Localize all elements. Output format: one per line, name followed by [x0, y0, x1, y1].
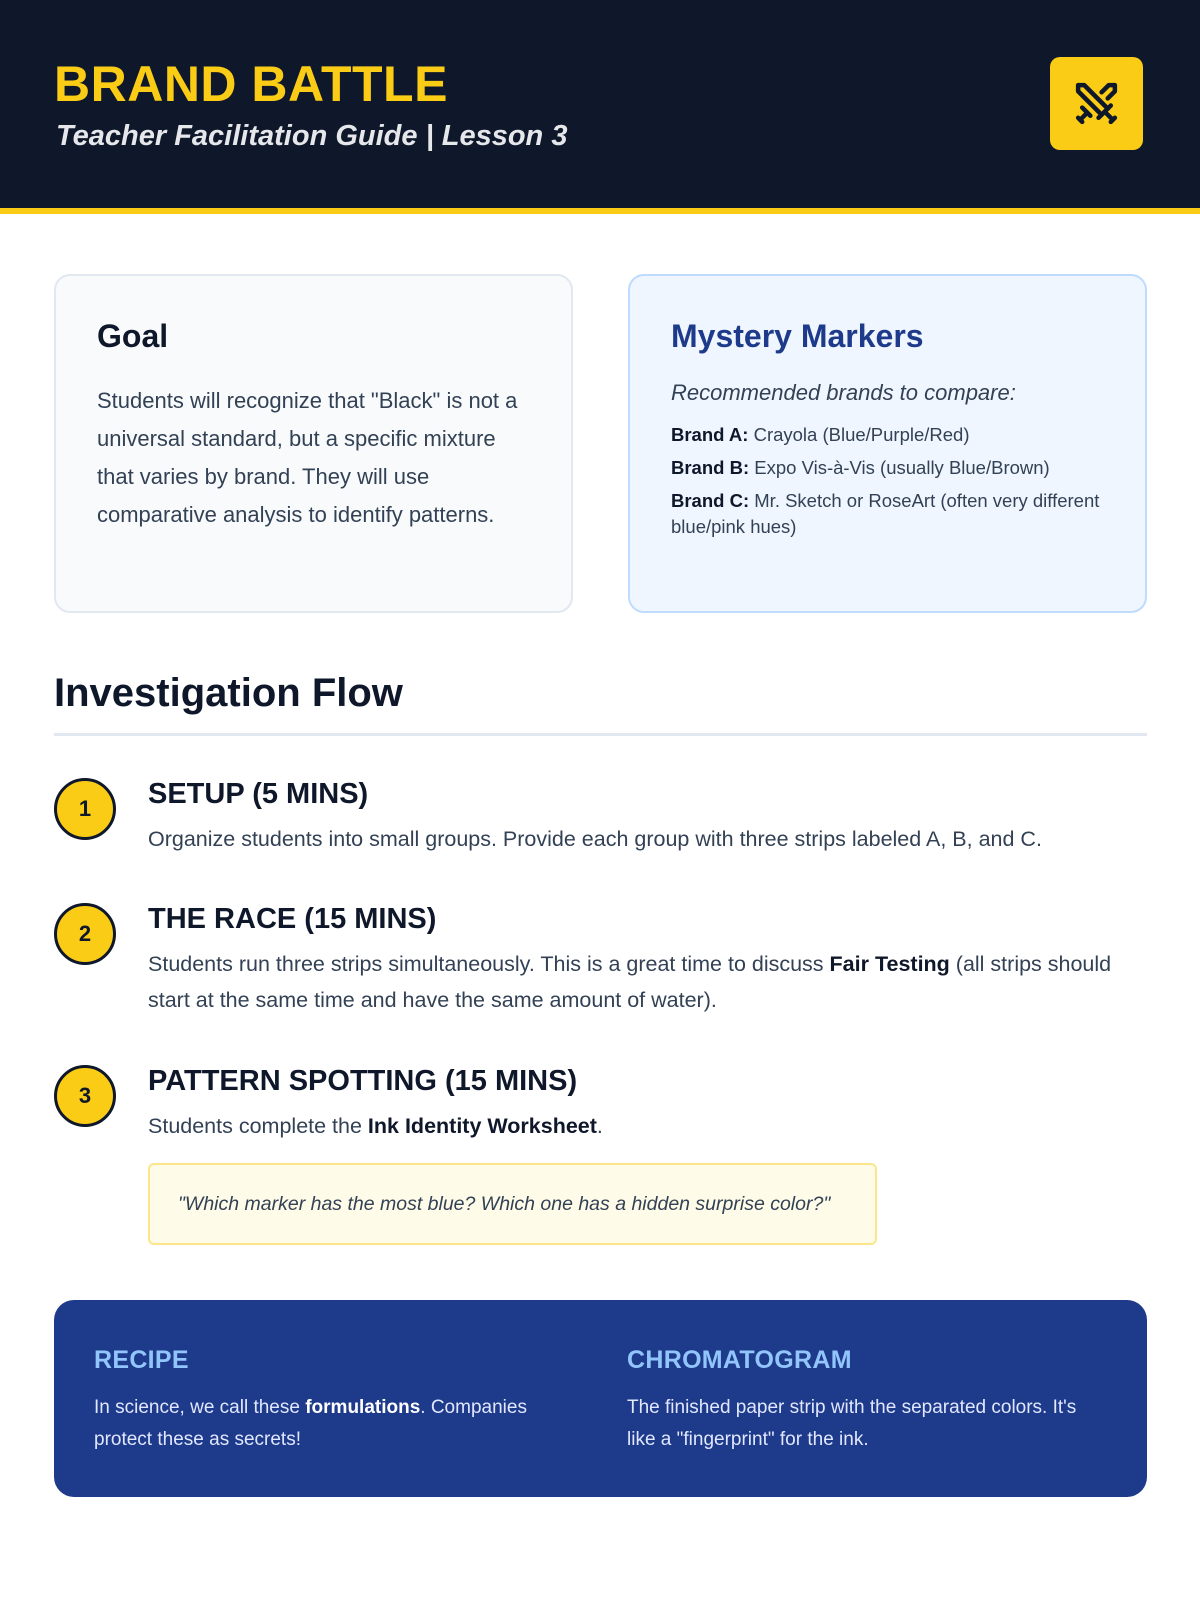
step-text [148, 946, 1148, 1018]
step-title: SETUP (5 MINS) [148, 778, 369, 810]
section-divider [54, 733, 1147, 736]
worksheet-name: Ink Identity Worksheet [367, 1114, 597, 1138]
mystery-markers-card [628, 274, 1147, 613]
list-item [671, 455, 1105, 481]
recipe-text [94, 1392, 554, 1456]
goal-card [54, 274, 573, 613]
chromatogram-heading: CHROMATOGRAM [627, 1346, 852, 1374]
brand-label: Brand B: [671, 457, 750, 478]
recipe-heading: RECIPE [94, 1346, 189, 1374]
step-number-badge: 3 [54, 1065, 116, 1127]
recipe-text-part: In science, we call these [94, 1397, 306, 1418]
goal-text: Students will recognize that "Black" is not a universal standard, but a specific mixture that varies by brand. They will use comparative analysis to identify patterns. [97, 388, 518, 527]
list-item [671, 422, 1105, 448]
brand-list [671, 422, 1105, 540]
brand-text: Expo Vis-à-Vis (usually Blue/Brown) [754, 457, 1050, 478]
page-subtitle: Teacher Facilitation Guide | Lesson 3 [56, 120, 568, 152]
step-text-part: . [596, 1114, 603, 1138]
chromatogram-definition [627, 1344, 1087, 1456]
chromatogram-text: The finished paper strip with the separated colors. It's like a "fingerprint" for the ink. [627, 1397, 1077, 1450]
vocabulary-panel [54, 1300, 1147, 1497]
mystery-markers-intro: Recommended brands to compare: [671, 380, 1016, 405]
page-title: BRAND BATTLE [54, 56, 448, 112]
step-title: THE RACE (15 MINS) [148, 903, 437, 935]
page-header [0, 0, 1200, 214]
logo-badge [1050, 57, 1143, 150]
goal-heading: Goal [97, 318, 169, 354]
fair-testing-term: Fair Testing [829, 952, 950, 976]
crossed-swords-icon [1072, 79, 1121, 128]
step-number-badge: 2 [54, 903, 116, 965]
list-item [671, 488, 1105, 540]
step-text-part: (all strips should start at the same time and have the same amount of water). [148, 952, 1112, 1012]
mystery-markers-heading: Mystery Markers [671, 318, 924, 354]
investigation-flow-title: Investigation Flow [54, 671, 403, 715]
formulations-term: formulations [305, 1397, 421, 1418]
step-text: Organize students into small groups. Provide each group with three strips labeled A, B, and C. [148, 827, 1042, 851]
step-text [148, 1108, 1148, 1144]
recipe-definition [94, 1344, 554, 1456]
step-text-part: Students complete the [148, 1114, 368, 1138]
discussion-quote: "Which marker has the most blue? Which one has a hidden surprise color?" [148, 1163, 877, 1245]
brand-text: Crayola (Blue/Purple/Red) [753, 424, 970, 445]
step-title: PATTERN SPOTTING (15 MINS) [148, 1065, 578, 1097]
step-text-part: Students run three strips simultaneously. This is a great time to discuss [148, 952, 830, 976]
recipe-text-part: . Companies protect these as secrets! [94, 1397, 527, 1450]
brand-label: Brand A: [671, 424, 749, 445]
step-number-badge: 1 [54, 778, 116, 840]
brand-text: Mr. Sketch or RoseArt (often very different blue/pink hues) [671, 490, 1100, 537]
brand-label: Brand C: [671, 490, 750, 511]
